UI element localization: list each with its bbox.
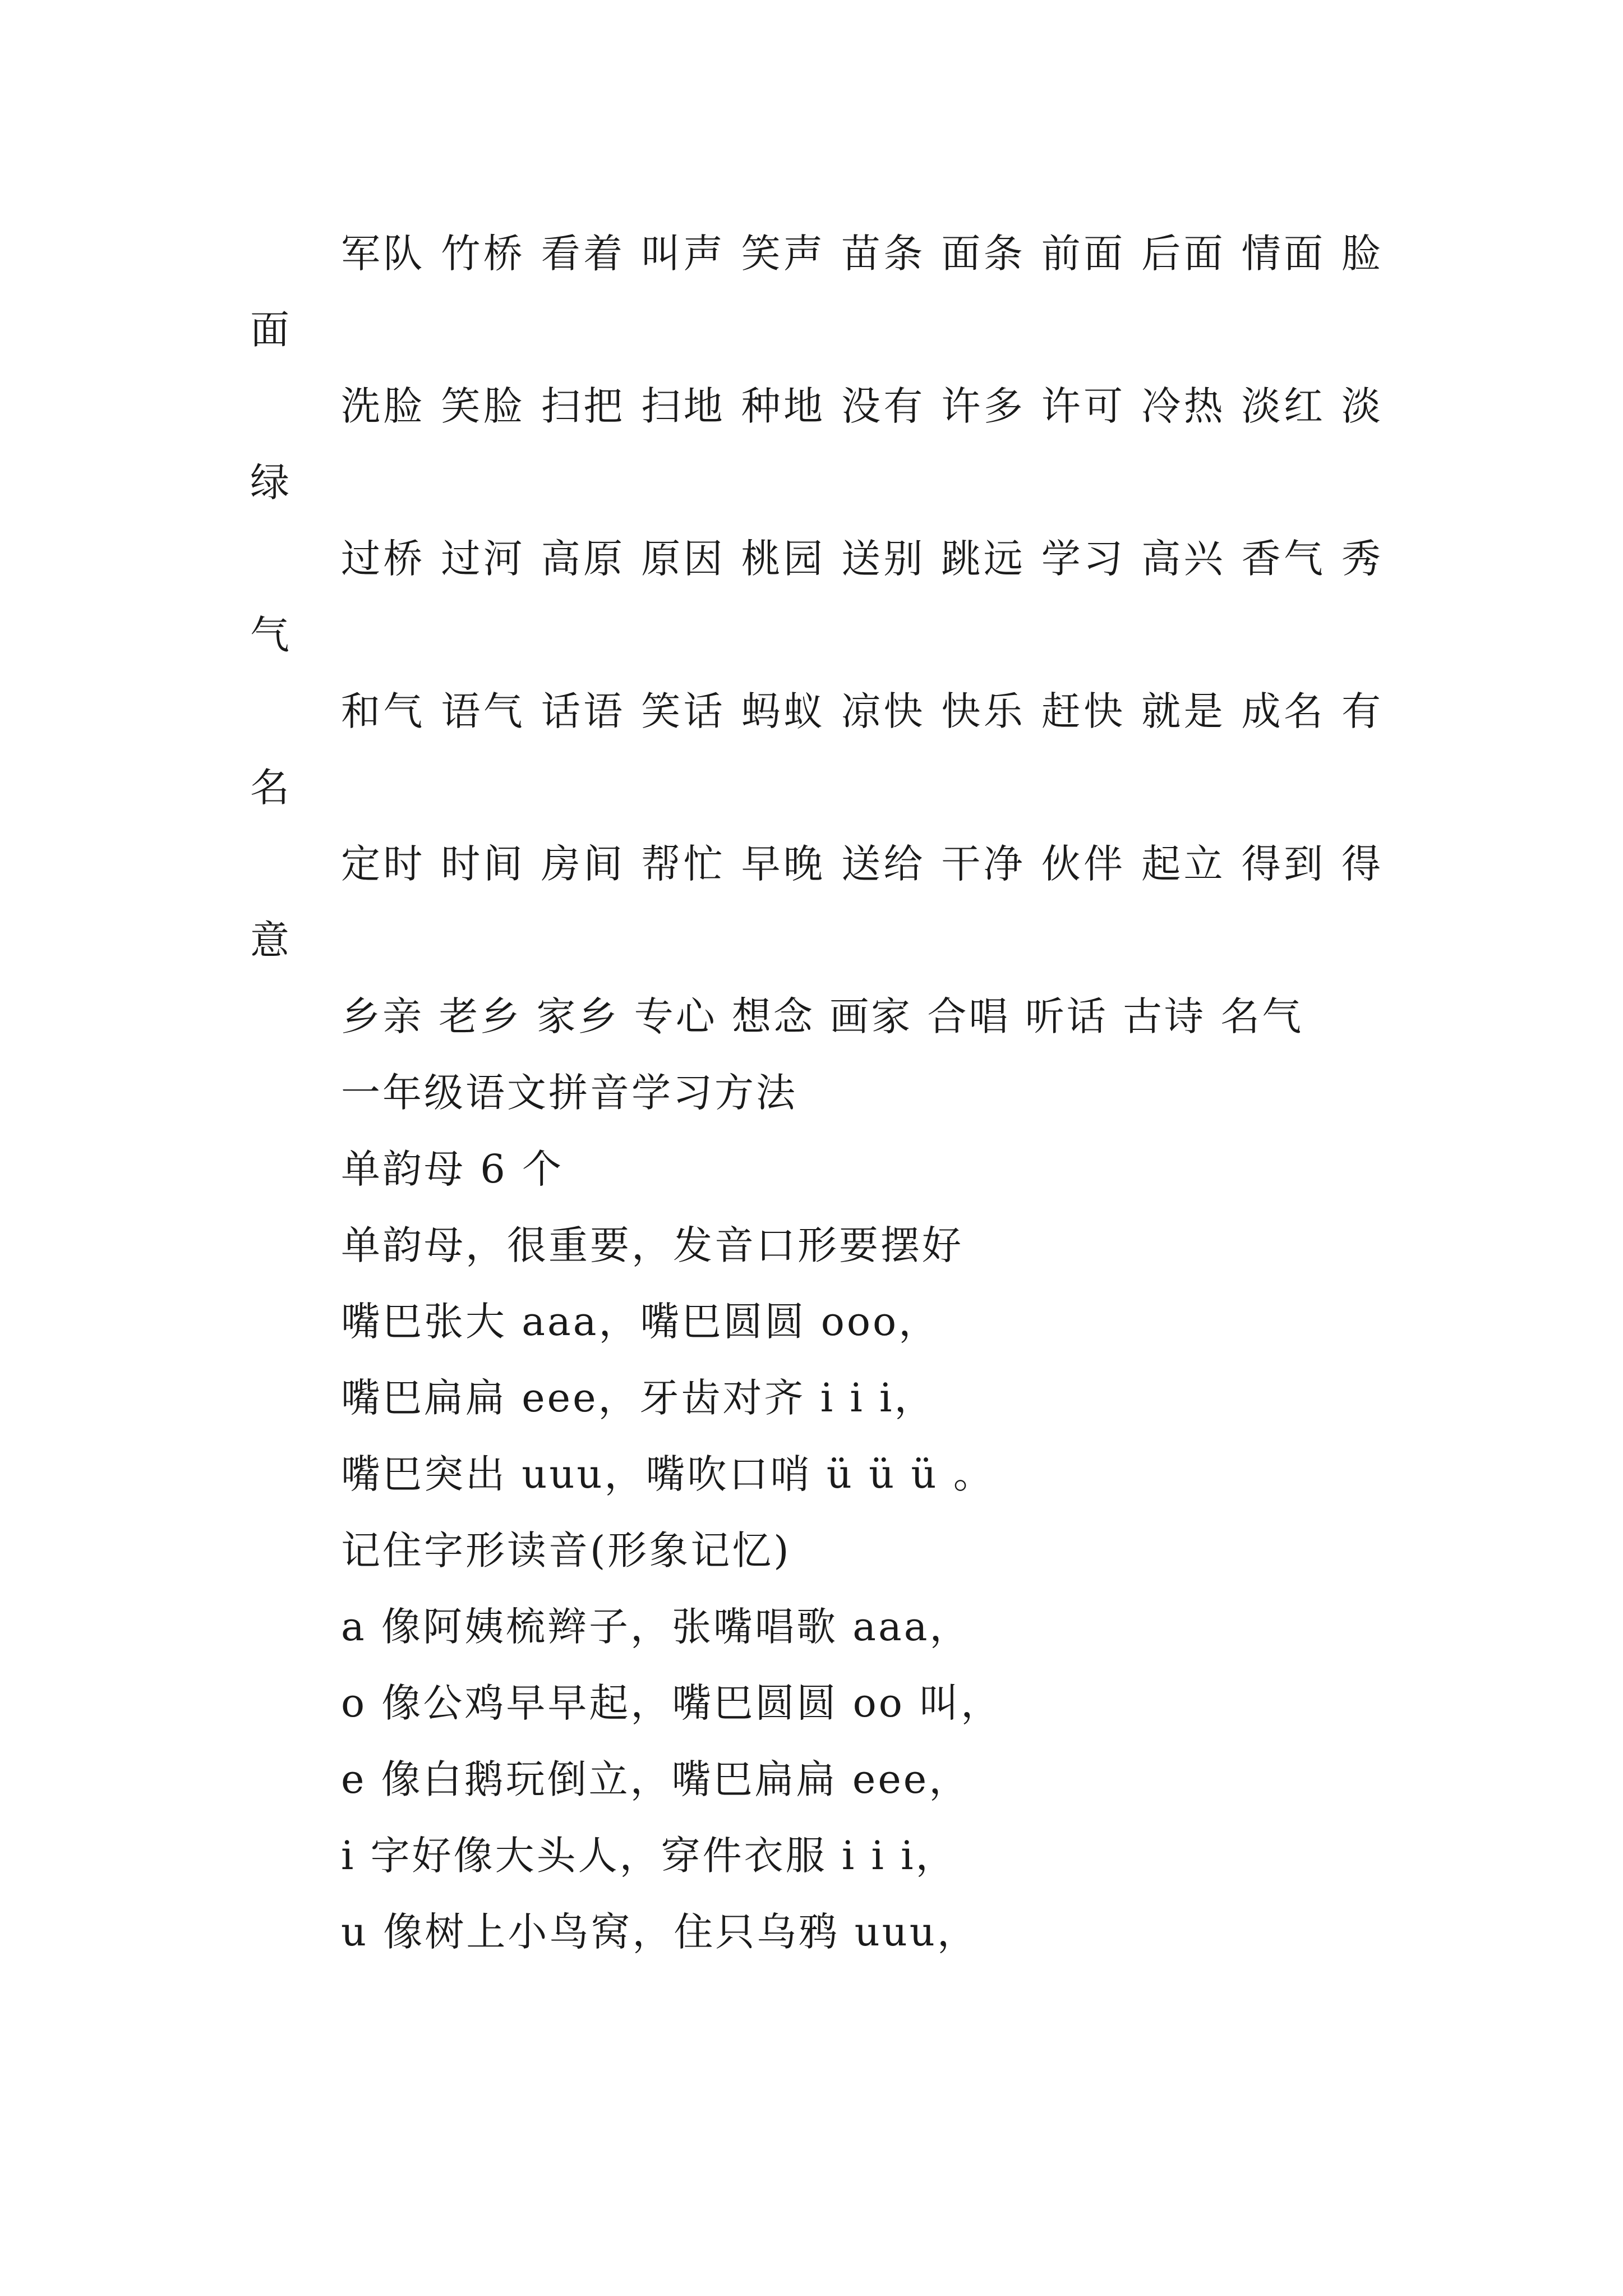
text-line: e 像白鹅玩倒立，嘴巴扁扁 eee， (341, 1756, 971, 1802)
text-line: 嘴巴突出 uuu，嘴吹口哨 ü ü ü 。 (341, 1451, 995, 1497)
word-list-paragraph: 定时 时间 房间 帮忙 早晚 送给 干净 伙伴 起立 得到 得意 (250, 841, 1383, 963)
word-list-paragraph: 军队 竹桥 看着 叫声 笑声 苗条 面条 前面 后面 情面 脸面 (250, 231, 1383, 353)
document-page (250, 215, 1383, 1970)
word-list-paragraph: 乡亲 老乡 家乡 专心 想念 画家 合唱 听话 古诗 名气 (341, 993, 1304, 1039)
word-list-paragraph: 和气 语气 话语 笑话 蚂蚁 凉快 快乐 赶快 就是 成名 有名 (250, 688, 1383, 811)
text-line: 嘴巴张大 aaa，嘴巴圆圆 ooo， (341, 1299, 940, 1345)
text-line: 单韵母，很重要，发音口形要摆好 (341, 1222, 963, 1268)
text-line: 嘴巴扁扁 eee，牙齿对齐 i i i， (341, 1375, 936, 1421)
text-line: o 像公鸡早早起，嘴巴圆圆 oo 叫， (341, 1680, 1003, 1726)
subsection-heading: 单韵母 6 个 (341, 1146, 564, 1192)
word-list-paragraph: 过桥 过河 高原 原因 桃园 送别 跳远 学习 高兴 香气 秀气 (250, 536, 1383, 658)
word-list-paragraph: 洗脸 笑脸 扫把 扫地 种地 没有 许多 许可 冷热 淡红 淡绿 (250, 383, 1383, 505)
text-line: a 像阿姨梳辫子，张嘴唱歌 aaa， (341, 1604, 971, 1650)
text-line: u 像树上小鸟窝，住只乌鸦 uuu， (341, 1909, 979, 1955)
text-line: 记住字形读音(形象记忆) (341, 1527, 791, 1573)
text-line: i 字好像大头人，穿件衣服 i i i， (341, 1833, 957, 1879)
section-heading: 一年级语文拼音学习方法 (341, 1070, 797, 1116)
